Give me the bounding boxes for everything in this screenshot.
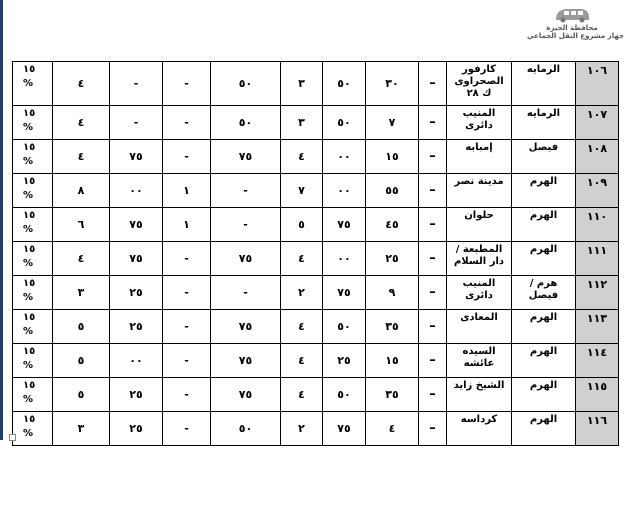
routes-table	[12, 61, 619, 446]
value-cell-6: ٧٥	[110, 140, 163, 174]
value-cell-2: ٠٠	[323, 242, 366, 276]
value-cell-1: ١٥	[366, 344, 419, 378]
row-number-cell: ١٠٨	[576, 140, 619, 174]
row-number-cell: ١١٠	[576, 208, 619, 242]
value-cell-1: ٩	[366, 276, 419, 310]
value-cell-6: ٧٥	[110, 242, 163, 276]
value-cell-5: -	[163, 344, 211, 378]
value-cell-4: -	[211, 276, 281, 310]
dash-cell: –	[419, 412, 447, 446]
value-cell-7: ٥	[53, 310, 110, 344]
value-cell-1: ٢٥	[366, 242, 419, 276]
value-cell-5: ١	[163, 174, 211, 208]
percent-value: ١٥	[23, 346, 36, 357]
value-cell-2: ٧٥	[323, 412, 366, 446]
value-cell-6: ٢٥	[110, 378, 163, 412]
value-cell-1: ٣٠	[366, 62, 419, 106]
percent-sign: %	[23, 122, 34, 133]
percent-cell	[13, 276, 53, 310]
percent-sign: %	[23, 326, 34, 337]
region-cell: الهرم	[512, 344, 576, 378]
dash-cell: –	[419, 242, 447, 276]
value-cell-4: ٧٥	[211, 378, 281, 412]
area-cell: كرداسه	[447, 412, 512, 446]
percent-cell	[13, 140, 53, 174]
percent-cell	[13, 344, 53, 378]
region-cell: الهرم	[512, 242, 576, 276]
percent-sign: %	[23, 428, 34, 439]
header-governorate: محافظة الجيزة	[546, 24, 598, 32]
value-cell-7: ٣	[53, 276, 110, 310]
percent-value: ١٥	[23, 64, 36, 75]
percent-cell	[13, 310, 53, 344]
table-row	[13, 412, 619, 446]
value-cell-6: -	[110, 106, 163, 140]
value-cell-6: -	[110, 62, 163, 106]
percent-cell	[13, 106, 53, 140]
row-number-cell: ١١١	[576, 242, 619, 276]
value-cell-6: ٧٥	[110, 208, 163, 242]
value-cell-4: ٧٥	[211, 140, 281, 174]
value-cell-4: ٥٠	[211, 106, 281, 140]
percent-value: ١٥	[23, 244, 36, 255]
percent-value: ١٥	[23, 210, 36, 221]
value-cell-1: ٣٥	[366, 310, 419, 344]
value-cell-5: -	[163, 140, 211, 174]
table-row	[13, 242, 619, 276]
value-cell-2: ٥٠	[323, 310, 366, 344]
percent-cell	[13, 412, 53, 446]
value-cell-2: ٥٠	[323, 106, 366, 140]
value-cell-1: ٧	[366, 106, 419, 140]
value-cell-3: ٢	[281, 412, 323, 446]
region-cell: الرمايه	[512, 106, 576, 140]
region-cell: الهرم	[512, 310, 576, 344]
percent-sign: %	[23, 394, 34, 405]
area-cell: كارفور الصحراوى ك ٢٨	[447, 62, 512, 106]
dash-cell: –	[419, 378, 447, 412]
value-cell-4: ٧٥	[211, 242, 281, 276]
percent-cell	[13, 174, 53, 208]
header-agency: جهاز مشروع النقل الجماعي	[527, 32, 625, 40]
value-cell-7: ٤	[53, 242, 110, 276]
value-cell-7: ٤	[53, 62, 110, 106]
region-cell: فيصل	[512, 140, 576, 174]
dash-cell: –	[419, 140, 447, 174]
region-cell: هرم / فيصل	[512, 276, 576, 310]
table-row	[13, 208, 619, 242]
percent-sign: %	[23, 292, 34, 303]
region-cell: الرمايه	[512, 62, 576, 106]
percent-value: ١٥	[23, 312, 36, 323]
value-cell-2: ٧٥	[323, 276, 366, 310]
table-row	[13, 140, 619, 174]
percent-sign: %	[23, 258, 34, 269]
value-cell-3: ٤	[281, 310, 323, 344]
table-row	[13, 62, 619, 106]
value-cell-1: ٤	[366, 412, 419, 446]
area-cell: المطبعة /دار السلام	[447, 242, 512, 276]
area-cell: إمبابه	[447, 140, 512, 174]
percent-cell	[13, 62, 53, 106]
region-cell: الهرم	[512, 412, 576, 446]
percent-cell	[13, 208, 53, 242]
value-cell-1: ٣٥	[366, 378, 419, 412]
value-cell-7: ٣	[53, 412, 110, 446]
value-cell-6: ٠٠	[110, 174, 163, 208]
value-cell-2: ٥٠	[323, 62, 366, 106]
area-cell: مدينة نصر	[447, 174, 512, 208]
value-cell-5: -	[163, 62, 211, 106]
value-cell-1: ٤٥	[366, 208, 419, 242]
bus-logo-icon	[552, 4, 592, 24]
value-cell-7: ٦	[53, 208, 110, 242]
row-number-cell: ١٠٧	[576, 106, 619, 140]
area-cell: المنيب دائرى	[447, 276, 512, 310]
region-cell: الهرم	[512, 174, 576, 208]
value-cell-7: ٨	[53, 174, 110, 208]
value-cell-5: -	[163, 276, 211, 310]
table-anchor-handle	[9, 434, 16, 441]
table-row	[13, 106, 619, 140]
area-cell: السيده عائشه	[447, 344, 512, 378]
percent-cell	[13, 242, 53, 276]
value-cell-5: -	[163, 378, 211, 412]
value-cell-3: ٣	[281, 62, 323, 106]
value-cell-3: ٣	[281, 106, 323, 140]
value-cell-7: ٥	[53, 378, 110, 412]
page-left-border	[0, 0, 3, 440]
value-cell-6: ٠٠	[110, 344, 163, 378]
dash-cell: –	[419, 174, 447, 208]
value-cell-4: -	[211, 174, 281, 208]
value-cell-3: ٤	[281, 344, 323, 378]
dash-cell: –	[419, 208, 447, 242]
value-cell-6: ٢٥	[110, 412, 163, 446]
value-cell-4: ٥٠	[211, 412, 281, 446]
row-number-cell: ١١٦	[576, 412, 619, 446]
percent-sign: %	[23, 190, 34, 201]
value-cell-2: ٠٠	[323, 140, 366, 174]
area-cell: المنيب دائرى	[447, 106, 512, 140]
percent-sign: %	[23, 156, 34, 167]
value-cell-6: ٢٥	[110, 276, 163, 310]
value-cell-3: ٤	[281, 378, 323, 412]
row-number-cell: ١١٥	[576, 378, 619, 412]
table-row	[13, 276, 619, 310]
row-number-cell: ١١٢	[576, 276, 619, 310]
percent-cell	[13, 378, 53, 412]
area-cell: حلوان	[447, 208, 512, 242]
region-cell: الهرم	[512, 208, 576, 242]
value-cell-5: ١	[163, 208, 211, 242]
row-number-cell: ١١٣	[576, 310, 619, 344]
table-row	[13, 344, 619, 378]
row-number-cell: ١١٤	[576, 344, 619, 378]
value-cell-2: ٧٥	[323, 208, 366, 242]
value-cell-5: -	[163, 310, 211, 344]
value-cell-7: ٤	[53, 106, 110, 140]
percent-value: ١٥	[23, 414, 36, 425]
table-row	[13, 378, 619, 412]
row-number-cell: ١٠٦	[576, 62, 619, 106]
table-row	[13, 174, 619, 208]
value-cell-7: ٥	[53, 344, 110, 378]
area-cell: المعادى	[447, 310, 512, 344]
dash-cell: –	[419, 62, 447, 106]
value-cell-7: ٤	[53, 140, 110, 174]
table-row	[13, 310, 619, 344]
value-cell-3: ٥	[281, 208, 323, 242]
percent-sign: %	[23, 360, 34, 371]
value-cell-5: -	[163, 106, 211, 140]
percent-value: ١٥	[23, 176, 36, 187]
value-cell-1: ١٥	[366, 140, 419, 174]
area-cell: الشيخ زايد	[447, 378, 512, 412]
dash-cell: –	[419, 106, 447, 140]
value-cell-3: ٧	[281, 174, 323, 208]
value-cell-4: ٧٥	[211, 344, 281, 378]
percent-value: ١٥	[23, 380, 36, 391]
value-cell-3: ٤	[281, 140, 323, 174]
dash-cell: –	[419, 310, 447, 344]
value-cell-5: -	[163, 412, 211, 446]
value-cell-5: -	[163, 242, 211, 276]
value-cell-4: -	[211, 208, 281, 242]
percent-sign: %	[23, 78, 34, 89]
row-number-cell: ١٠٩	[576, 174, 619, 208]
value-cell-1: ٥٥	[366, 174, 419, 208]
value-cell-2: ٠٠	[323, 174, 366, 208]
value-cell-2: ٢٥	[323, 344, 366, 378]
percent-sign: %	[23, 224, 34, 235]
dash-cell: –	[419, 276, 447, 310]
value-cell-4: ٥٠	[211, 62, 281, 106]
header-logo	[527, 4, 625, 48]
region-cell: الهرم	[512, 378, 576, 412]
value-cell-3: ٤	[281, 242, 323, 276]
percent-value: ١٥	[23, 278, 36, 289]
value-cell-2: ٥٠	[323, 378, 366, 412]
value-cell-6: ٢٥	[110, 310, 163, 344]
value-cell-3: ٢	[281, 276, 323, 310]
dash-cell: –	[419, 344, 447, 378]
value-cell-4: ٧٥	[211, 310, 281, 344]
percent-value: ١٥	[23, 142, 36, 153]
percent-value: ١٥	[23, 108, 36, 119]
